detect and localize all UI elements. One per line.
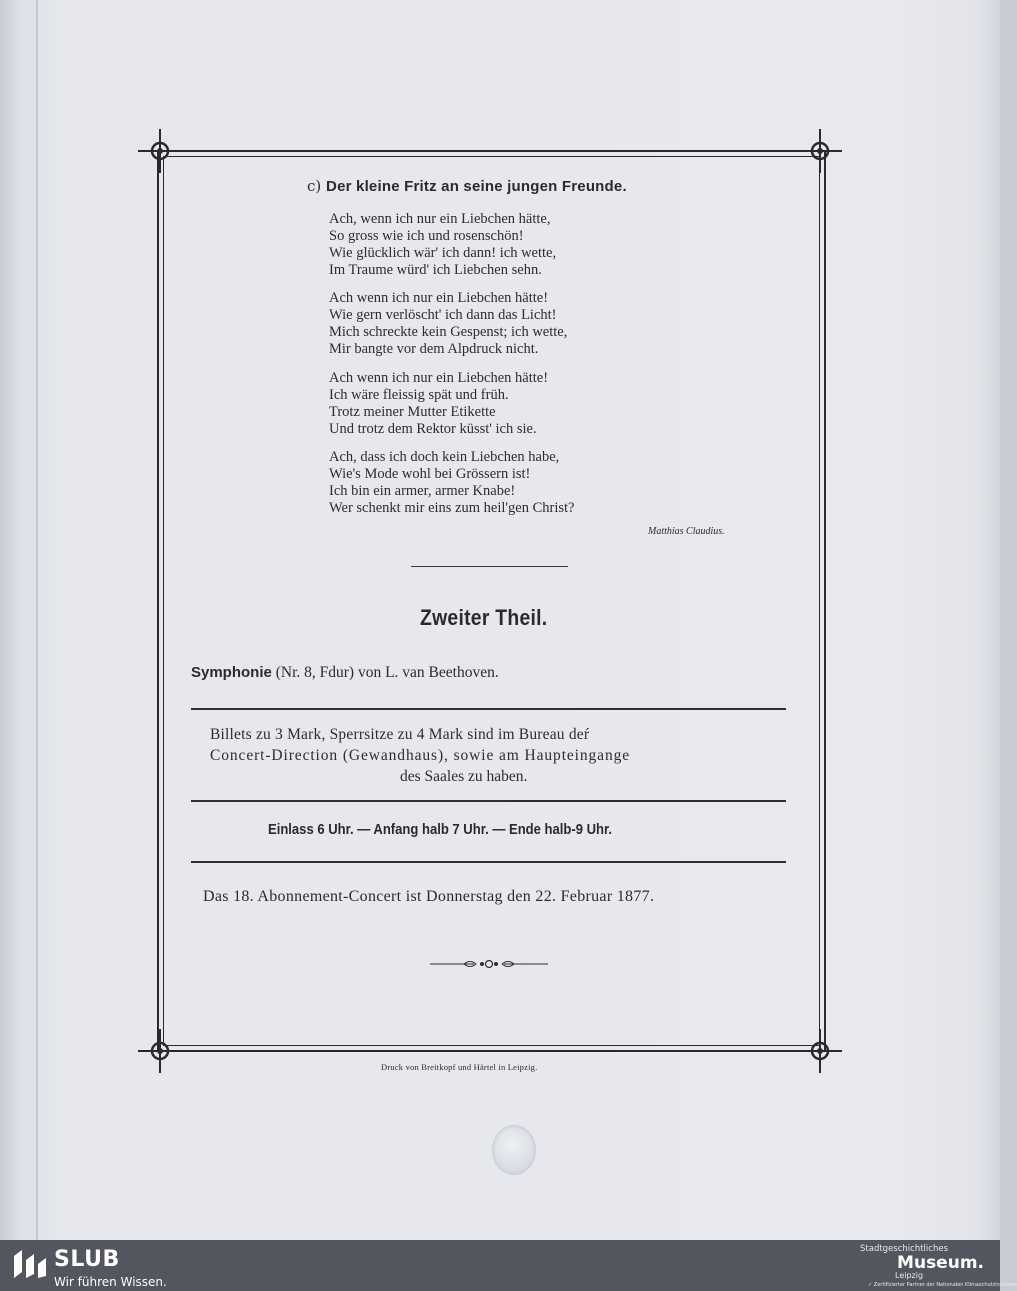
section-divider bbox=[411, 566, 568, 567]
poem-line: Und trotz dem Rektor küsst' ich sie. bbox=[329, 421, 537, 437]
ticket-info-line: Concert-Direction (Gewandhaus), sowie am Haupteingange bbox=[210, 747, 631, 764]
next-concert-notice: Das 18. Abonnement-Concert ist Donnerstag den 22. Februar 1877. bbox=[203, 888, 655, 905]
corner-ornament-top-left bbox=[138, 129, 182, 173]
page-fold bbox=[36, 0, 38, 1240]
poem-line: Mich schreckte kein Gespenst; ich wette, bbox=[329, 324, 568, 340]
poem-line: Ach, dass ich doch kein Liebchen habe, bbox=[329, 449, 560, 465]
horizontal-rule bbox=[191, 861, 786, 863]
ticket-info-line: Billets zu 3 Mark, Sperrsitze zu 4 Mark sind im Bureau deŕ bbox=[210, 726, 590, 743]
poem-line: Ich bin ein armer, armer Knabe! bbox=[329, 483, 516, 499]
museum-name[interactable]: Museum. bbox=[897, 1253, 984, 1273]
horizontal-rule bbox=[191, 708, 786, 710]
corner-ornament-bottom-left bbox=[138, 1029, 182, 1073]
symphony-label: Symphonie bbox=[191, 664, 272, 681]
poem-stanza bbox=[329, 211, 556, 279]
part-title: Zweiter Theil. bbox=[420, 605, 548, 630]
poem-line: So gross wie ich und rosenschön! bbox=[329, 228, 524, 244]
ticket-info-line: des Saales zu haben. bbox=[400, 768, 528, 785]
slub-tagline: Wir führen Wissen. bbox=[54, 1275, 167, 1289]
poem-line: Mir bangte vor dem Alpdruck nicht. bbox=[329, 341, 539, 357]
poem-stanza bbox=[329, 290, 567, 358]
section-marker: c) bbox=[307, 177, 322, 195]
poem-author: Matthias Claudius. bbox=[648, 526, 725, 537]
poem-stanza bbox=[329, 370, 548, 438]
embossed-stamp bbox=[492, 1125, 536, 1175]
section-title: Der kleine Fritz an seine jungen Freunde. bbox=[326, 178, 627, 195]
concert-hours: Einlass 6 Uhr. — Anfang halb 7 Uhr. — Ende halb-9 Uhr. bbox=[268, 822, 612, 838]
museum-partner-note: ✓ Zertifizierter Partner der Nationalen Klimaschutzinitiative bbox=[868, 1282, 1017, 1288]
poem-line: Ach, wenn ich nur ein Liebchen hätte, bbox=[329, 211, 551, 227]
slub-logo-icon[interactable] bbox=[14, 1250, 48, 1278]
poem-line: Wer schenkt mir eins zum heil'gen Christ? bbox=[329, 500, 575, 516]
printer-imprint: Druck von Breitkopf und Härtel in Leipzig. bbox=[381, 1062, 538, 1072]
poem-line: Wie gern verlöscht' ich dann das Licht! bbox=[329, 307, 557, 323]
poem-line: Ach wenn ich nur ein Liebchen hätte! bbox=[329, 370, 549, 386]
museum-line1: Stadtgeschichtliches bbox=[860, 1244, 948, 1254]
poem-line: Im Traume würd' ich Liebchen sehn. bbox=[329, 262, 542, 278]
symphony-detail: (Nr. 8, Fdur) von L. van Beethoven. bbox=[275, 664, 499, 681]
section-heading bbox=[307, 177, 627, 195]
poem-line: Wie glücklich wär' ich dann! ich wette, bbox=[329, 245, 557, 261]
poem-line: Ach wenn ich nur ein Liebchen hätte! bbox=[329, 290, 549, 306]
corner-ornament-bottom-right bbox=[798, 1029, 842, 1073]
slub-name[interactable]: SLUB bbox=[54, 1247, 120, 1272]
program-item-symphony bbox=[191, 664, 499, 682]
ticket-info bbox=[210, 724, 770, 787]
museum-city: Leipzig bbox=[895, 1271, 924, 1280]
poem-line: Ich wäre fleissig spät und früh. bbox=[329, 387, 509, 403]
poem-stanza bbox=[329, 449, 574, 517]
poem-line: Trotz meiner Mutter Etikette bbox=[329, 404, 496, 420]
corner-ornament-top-right bbox=[798, 129, 842, 173]
poem-line: Wie's Mode wohl bei Grössern ist! bbox=[329, 466, 531, 482]
flourish-ornament bbox=[430, 957, 548, 971]
horizontal-rule bbox=[191, 800, 786, 802]
